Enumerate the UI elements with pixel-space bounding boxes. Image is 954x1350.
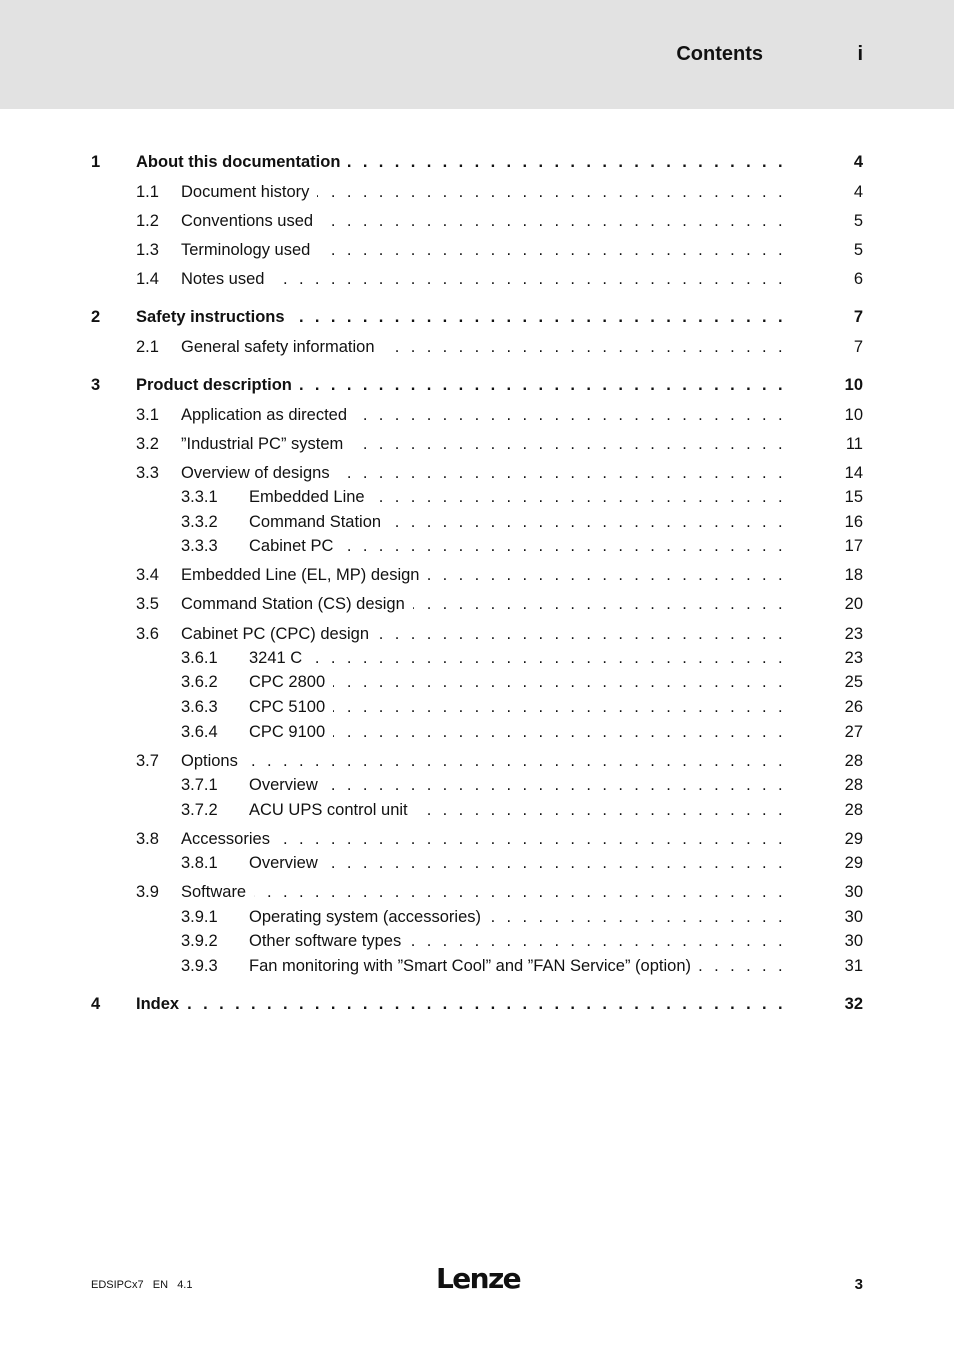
toc-entry-title: CPC 2800 [249,673,326,691]
toc-entry-number: 3.7 [136,752,159,770]
toc-entry-page: 32 [844,995,863,1013]
dot-leader [272,268,786,290]
toc-entry-title: Notes used [181,270,265,288]
toc-entry-title: Cabinet PC [249,537,334,555]
toc-entry-title: Software [181,883,247,901]
dot-leader [427,564,786,586]
toc-entry[interactable] [0,671,954,693]
toc-entry-number: 3.8.1 [181,854,218,872]
dot-leader [338,462,786,484]
toc-entry-number: 3.6.2 [181,673,218,691]
toc-entry[interactable] [0,852,954,874]
toc-entry[interactable] [0,511,954,533]
toc-entry-number: 1.2 [136,212,159,230]
toc-entry-title: Application as directed [181,406,348,424]
toc-entry-title: Cabinet PC (CPC) design [181,625,369,643]
dot-leader [333,696,786,718]
toc-entry-page: 27 [844,723,863,741]
toc-entry-title-line [249,647,786,669]
lenze-logo: Lenze [436,1262,521,1295]
toc-entry-number: 3.6.1 [181,649,218,667]
toc-entry-title: Options [181,752,238,770]
toc-entry-title: 3241 C [249,649,303,667]
toc-entry-number: 1.3 [136,241,159,259]
toc-entry-page: 30 [844,908,863,926]
dot-leader [326,852,786,874]
toc-entry-number: 3.7.1 [181,776,218,794]
dot-leader [351,433,786,455]
toc-entry-title: Terminology used [181,241,311,259]
toc-entry-title-line [249,696,786,718]
toc-entry-page: 18 [844,566,863,584]
dot-leader [355,404,786,426]
toc-entry-page: 10 [844,406,863,424]
toc-entry-number: 1 [91,153,101,171]
toc-entry-number: 1.4 [136,270,159,288]
dot-leader [489,906,786,928]
toc-entry-title-line [249,535,786,557]
toc-entry-title-line [181,564,786,586]
toc-entry-title-line [249,511,786,533]
toc-entry-number: 2.1 [136,338,159,356]
toc-entry-page: 17 [844,537,863,555]
toc-entry[interactable] [0,774,954,796]
dot-leader [373,486,786,508]
dot-leader [278,828,786,850]
toc-entry-number: 3.3.2 [181,513,218,531]
page-header [0,0,954,109]
toc-entry-title-line [181,239,786,261]
toc-entry-number: 3.5 [136,595,159,613]
toc-entry-title: Overview [249,776,318,794]
toc-entry-title-line [249,671,786,693]
toc-entry-title: Embedded Line (EL, MP) design [181,566,420,584]
dot-leader [310,647,786,669]
toc-entry-page: 29 [844,854,863,872]
toc-entry[interactable] [0,564,954,586]
toc-entry-number: 3.9 [136,883,159,901]
toc-entry-title: Embedded Line [249,488,365,506]
toc-entry-number: 3.8 [136,830,159,848]
toc-entry-title: Index [136,995,180,1013]
toc-entry[interactable] [0,799,954,821]
toc-entry-title-line [136,151,786,173]
toc-entry[interactable] [0,433,954,455]
toc-entry-number: 3.7.2 [181,801,218,819]
toc-entry-title-line [249,774,786,796]
toc-entry-title: Safety instructions [136,308,285,326]
toc-entry-page: 23 [844,649,863,667]
toc-entry-page: 16 [844,513,863,531]
toc-entry-page: 7 [853,308,863,326]
toc-entry-page: 30 [844,932,863,950]
toc-entry-page: 7 [853,338,863,356]
toc-entry-title-line [181,336,786,358]
toc-entry-number: 3.3.1 [181,488,218,506]
toc-entry[interactable] [0,181,954,203]
toc-entry-title: Document history [181,183,310,201]
header-page-number: i [857,43,863,65]
toc-entry[interactable] [0,151,954,173]
toc-entry-page: 20 [844,595,863,613]
toc-entry[interactable] [0,462,954,484]
toc-entry-title: Overview of designs [181,464,330,482]
toc-entry-title-line [181,268,786,290]
toc-entry-title-line [181,404,786,426]
toc-entry-title-line [249,930,786,952]
toc-entry[interactable] [0,721,954,743]
toc-entry[interactable] [0,404,954,426]
dot-leader [333,721,786,743]
toc-entry-title-line [249,955,786,977]
toc-entry-page: 28 [844,752,863,770]
toc-entry-page: 31 [844,957,863,975]
toc-entry-title: Command Station [249,513,382,531]
contents-heading: Contents [676,43,763,65]
toc-entry-page: 29 [844,830,863,848]
toc-entry-page: 4 [853,153,863,171]
toc-entry-title-line [181,181,786,203]
dot-leader [246,750,786,772]
toc-entry-title: General safety information [181,338,375,356]
toc-entry-title-line [136,306,786,328]
toc-entry-title: Command Station (CS) design [181,595,405,613]
dot-leader [341,535,786,557]
toc-entry[interactable] [0,336,954,358]
dot-leader [389,511,786,533]
dot-leader [317,181,786,203]
toc-entry-title: Operating system (accessories) [249,908,481,926]
toc-entry-page: 11 [845,435,863,453]
toc-entry-page: 4 [853,183,863,201]
toc-entry-title-line [249,852,786,874]
toc-entry-page: 6 [853,270,863,288]
dot-leader [333,671,786,693]
toc-entry-title: Overview [249,854,318,872]
toc-entry[interactable] [0,374,954,396]
dot-leader [318,239,786,261]
toc-entry-title-line [181,210,786,232]
toc-entry-title-line [181,623,786,645]
footer-page-number: 3 [854,1276,863,1293]
dot-leader [413,593,786,615]
toc-entry-page: 30 [844,883,863,901]
toc-entry-title-line [249,486,786,508]
toc-entry-number: 4 [91,995,101,1013]
dot-leader [416,799,786,821]
dot-leader [699,955,786,977]
toc-entry-title-line [181,593,786,615]
toc-entry-title: About this documentation [136,153,341,171]
dot-leader [321,210,786,232]
toc-entry-number: 3.1 [136,406,159,424]
toc-entry-number: 3.3.3 [181,537,218,555]
toc-entry-title-line [249,906,786,928]
dot-leader [300,374,786,396]
toc-entry-number: 3.9.2 [181,932,218,950]
toc-entry[interactable] [0,906,954,928]
toc-entry-title: Accessories [181,830,270,848]
toc-entry-title: Fan monitoring with ”Smart Cool” and ”FAN Service” (option) [249,957,691,975]
toc-entry-title-line [181,881,786,903]
toc-entry[interactable] [0,930,954,952]
dot-leader [326,774,786,796]
toc-entry-title-line [136,374,786,396]
toc-entry[interactable] [0,750,954,772]
toc-entry-title: Other software types [249,932,402,950]
toc-entry-title-line [181,750,786,772]
dot-leader [377,623,786,645]
toc-entry-title: Conventions used [181,212,314,230]
toc-entry-number: 3.2 [136,435,159,453]
toc-entry[interactable] [0,535,954,557]
toc-entry[interactable] [0,993,954,1015]
toc-entry[interactable] [0,593,954,615]
toc-entry[interactable] [0,306,954,328]
toc-entry[interactable] [0,828,954,850]
dot-leader [187,993,786,1015]
document-code: EDSIPCx7 EN 4.1 [91,1279,193,1291]
toc-entry[interactable] [0,268,954,290]
toc-entry[interactable] [0,881,954,903]
toc-entry[interactable] [0,239,954,261]
toc-entry[interactable] [0,623,954,645]
toc-entry-number: 3.6.4 [181,723,218,741]
toc-entry-page: 15 [844,488,863,506]
toc-entry-title: CPC 9100 [249,723,326,741]
toc-entry-page: 5 [853,212,863,230]
toc-entry[interactable] [0,647,954,669]
dot-leader [254,881,786,903]
dot-leader [383,336,786,358]
toc-entry-title-line [249,799,786,821]
toc-entry-number: 3.9.3 [181,957,218,975]
toc-entry-title: ”Industrial PC” system [181,435,344,453]
dot-leader [293,306,786,328]
toc-entry-number: 3.4 [136,566,159,584]
toc-entry-title: ACU UPS control unit [249,801,408,819]
toc-entry-title-line [181,462,786,484]
dot-leader [409,930,786,952]
toc-entry-number: 3.3 [136,464,159,482]
toc-entry-number: 1.1 [136,183,159,201]
toc-entry-title-line [249,721,786,743]
toc-entry-title-line [181,828,786,850]
toc-entry-page: 10 [844,376,863,394]
toc-entry-title-line [136,993,786,1015]
toc-entry-number: 3.6.3 [181,698,218,716]
dot-leader [348,151,786,173]
toc-entry-number: 3 [91,376,101,394]
toc-entry-title: CPC 5100 [249,698,326,716]
toc-entry-title: Product description [136,376,292,394]
toc-entry[interactable] [0,210,954,232]
toc-entry-page: 14 [844,464,863,482]
toc-entry-page: 25 [844,673,863,691]
toc-entry-page: 26 [844,698,863,716]
toc-entry-title-line [181,433,786,455]
toc-entry-number: 3.6 [136,625,159,643]
toc-entry-number: 2 [91,308,101,326]
toc-entry[interactable] [0,486,954,508]
toc-entry-page: 5 [853,241,863,259]
toc-entry-number: 3.9.1 [181,908,218,926]
toc-entry-page: 28 [844,776,863,794]
toc-entry[interactable] [0,696,954,718]
toc-entry-page: 23 [844,625,863,643]
toc-entry[interactable] [0,955,954,977]
toc-entry-page: 28 [844,801,863,819]
